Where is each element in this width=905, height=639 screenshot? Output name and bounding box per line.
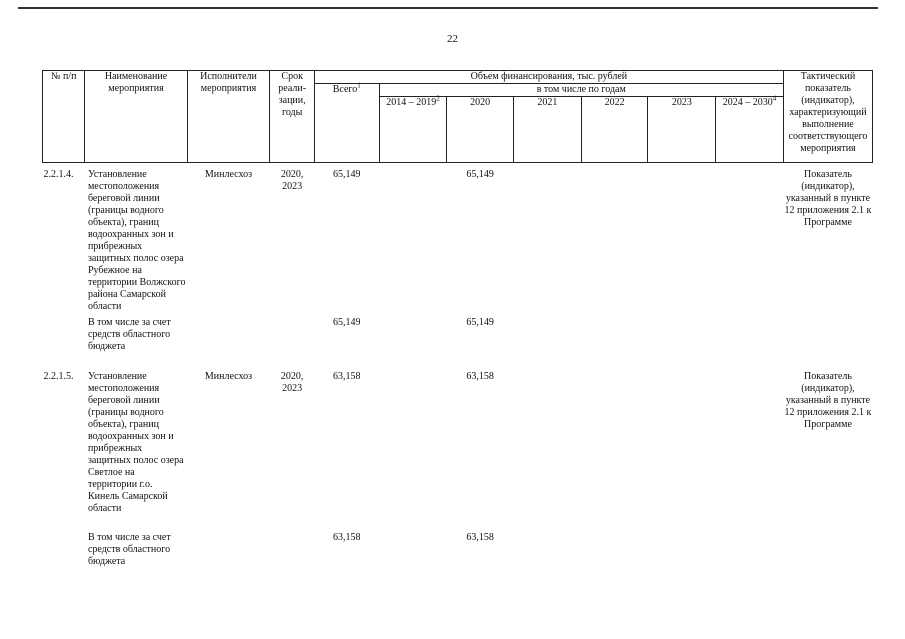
table-row <box>43 169 873 317</box>
header-year-2020: 2020 <box>447 97 514 163</box>
header-financing: Объем финансирования, тыс. рублей <box>314 71 783 84</box>
subrow-name: В том числе за счет средств областного бюджета <box>87 317 171 352</box>
table-header <box>43 71 873 163</box>
header-indicator: Тактический показатель (индикатор), характеризующий выполнение соответствующего мероприятия <box>783 71 872 163</box>
row-2020: 65,149 <box>466 169 494 180</box>
header-year-2023: 2023 <box>648 97 716 163</box>
header-total: Всего$^1$ <box>314 84 379 163</box>
header-year-2022: 2022 <box>581 97 648 163</box>
header-executors: Исполнители мероприятия <box>187 71 270 163</box>
subrow-total: 63,158 <box>333 532 361 543</box>
row-term: 2020, 2023 <box>280 371 304 394</box>
page-number: 22 <box>447 33 458 45</box>
top-rule <box>18 7 878 9</box>
row-2014-2019 <box>379 371 447 532</box>
row-total: 63,158 <box>333 371 361 382</box>
subrow-2020: 65,149 <box>466 317 494 328</box>
header-year-2021: 2021 <box>514 97 582 163</box>
header-name: Наименование мероприятия <box>85 71 187 163</box>
row-num: 2.2.1.4. <box>43 169 74 180</box>
subrow-name: В том числе за счет средств областного бюджета <box>87 532 171 567</box>
subrow-2020: 63,158 <box>466 532 494 543</box>
header-by-years: в том числе по годам <box>379 84 783 97</box>
header-term: Срок реали-зации, годы <box>270 71 314 163</box>
row-name: Установление местоположения береговой линии (границы водного объекта), границ водоохранных зон и прибрежных защитных полос озера Рубежное на территории Волжского района Самарской области <box>87 169 186 312</box>
header-year-2024-2030: 2024 – 2030$^4$ <box>716 97 784 163</box>
table-row <box>43 371 873 532</box>
header-num: № п/п <box>43 71 85 163</box>
row-2014-2019 <box>379 169 447 317</box>
header-year-2014-2019: 2014 – 2019$^2$ <box>379 97 447 163</box>
row-num: 2.2.1.5. <box>43 371 74 382</box>
row-indicator: Показатель (индикатор), указанный в пункте 12 приложения 2.1 к Программе <box>784 371 872 430</box>
row-total: 65,149 <box>333 169 361 180</box>
row-executor: Минлесхоз <box>204 371 253 382</box>
financing-table <box>42 70 873 572</box>
row-executor: Минлесхоз <box>204 169 253 180</box>
row-indicator: Показатель (индикатор), указанный в пункте 12 приложения 2.1 к Программе <box>784 169 872 228</box>
row-term: 2020, 2023 <box>280 169 304 192</box>
row-name: Установление местоположения береговой линии (границы водного объекта), границ водоохранных зон и прибрежных защитных полос озера Светлое на территории г.о. Кинель Самарской области <box>87 371 184 514</box>
table-subrow <box>43 317 873 371</box>
row-2020: 63,158 <box>466 371 494 382</box>
subrow-total: 65,149 <box>333 317 361 328</box>
table-subrow <box>43 532 873 572</box>
